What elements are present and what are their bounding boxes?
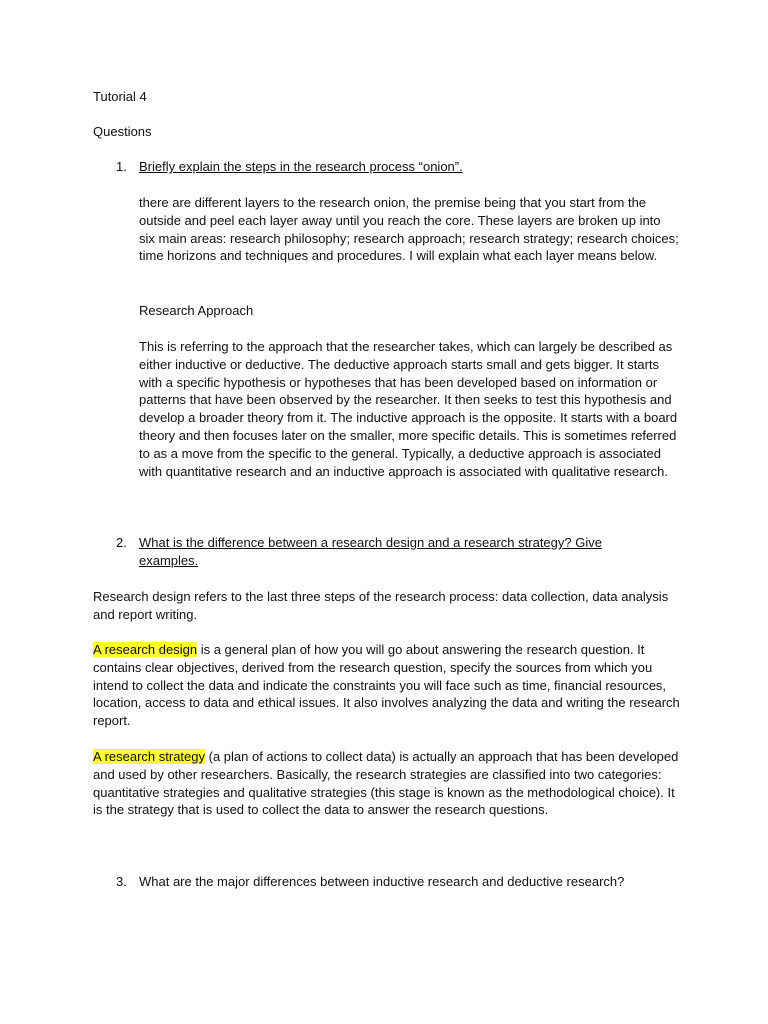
answer-2-intro: Research design refers to the last three steps of the research process: data collection, data analysis and report writing. bbox=[93, 589, 669, 622]
research-design-term: A research design bbox=[93, 642, 198, 657]
research-strategy-text: (a plan of actions to collect data) is actually an approach that has been developed and used by other researchers. Basically, the research strategies are classified into two categories: quantitative strategies and qualitative strategies (this stage is known as the methodological choice). It is the strategy that is used to collect the data to answer the research questions. bbox=[93, 749, 679, 818]
document-title: Tutorial 4 bbox=[93, 89, 147, 104]
answer-2-design-paragraph bbox=[93, 641, 683, 730]
question-1-text: Briefly explain the steps in the research process “onion”. bbox=[139, 159, 463, 174]
research-design-text: is a general plan of how you will go about answering the research question. It contains clear objectives, derived from the research question, specify the sources from which you intend to collect the data and indicate the constraints you will face such as time, financial resources, location, access to data and ethical issues. It also involves analyzing the data and writing the research report. bbox=[93, 642, 680, 729]
question-3-number: 3. bbox=[116, 874, 127, 889]
answer-1-paragraph-2: This is referring to the approach that the researcher takes, which can largely be described as either inductive or deductive. The deductive approach starts small and gets bigger. It starts with a specific hypothesis or hypotheses that has been developed based on information or patterns that have been observed by the researcher. It then seeks to test this hypothesis and develop a broader theory from it. The inductive approach is the opposite. It starts with a board theory and then focuses later on the smaller, more specific details. This is sometimes referred to as a move from the specific to the general. Typically, a deductive approach is associated with quantitative research and an inductive approach is associated with qualitative research. bbox=[139, 339, 678, 479]
answer-1-subheading: Research Approach bbox=[139, 303, 254, 318]
question-3-text: What are the major differences between inductive research and deductive research? bbox=[139, 874, 625, 889]
answer-2-strategy-paragraph bbox=[93, 748, 683, 819]
research-strategy-term: A research strategy bbox=[93, 749, 205, 764]
question-2-number: 2. bbox=[116, 535, 127, 550]
question-2-text-line-2: examples. bbox=[139, 553, 199, 568]
question-1-number: 1. bbox=[116, 159, 127, 174]
answer-1-paragraph-1: there are different layers to the research onion, the premise being that you start from the outside and peel each layer away until you reach the core. These layers are broken up into six main areas: research philosophy; research approach; research strategy; research choices; time horizons and techniques and procedures. I will explain what each layer means below. bbox=[139, 195, 679, 264]
question-2-text-line-1: What is the difference between a research design and a research strategy? Give bbox=[139, 535, 602, 550]
section-heading: Questions bbox=[93, 124, 152, 139]
